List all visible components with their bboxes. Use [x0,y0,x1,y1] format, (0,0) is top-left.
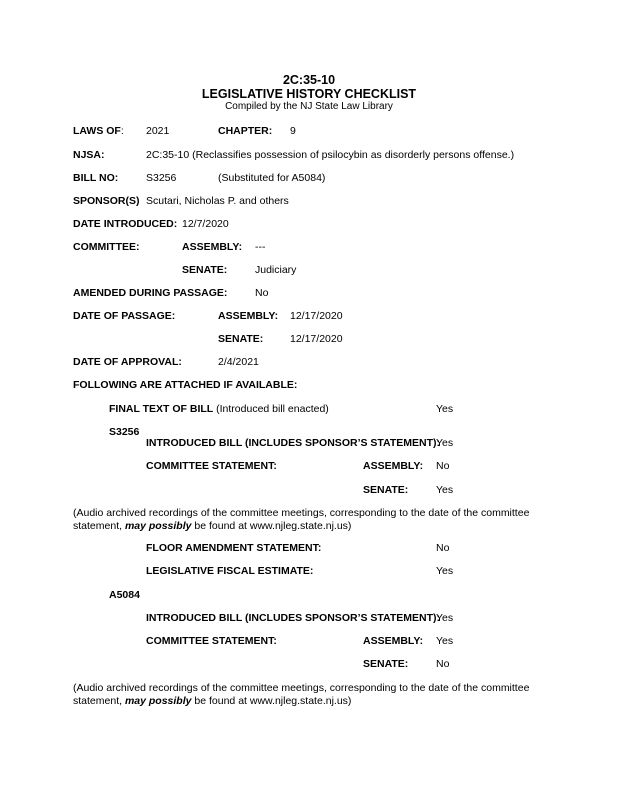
date-introduced-value: 12/7/2020 [182,218,229,230]
s3256-heading: S3256 [109,426,140,438]
s3256-audio-note: (Audio archived recordings of the committee meetings, corresponding to the date of the committee statement, may possibly be found at www.njleg.state.nj.us) [73,507,530,532]
s3256-fiscal-value: Yes [436,565,454,577]
approval-value: 2/4/2021 [218,356,259,368]
sponsors-value: Scutari, Nicholas P. and others [146,195,289,207]
a5084-introduced-value: Yes [436,612,454,624]
committee-assembly-value: --- [255,241,266,253]
final-text-value: Yes [436,403,454,415]
passage-assembly-value: 12/17/2020 [290,310,343,322]
a5084-assembly-value: Yes [436,635,454,647]
compiled-by: Compiled by the NJ State Law Library [225,101,393,112]
njsa-value: 2C:35-10 (Reclassifies possession of psilocybin as disorderly persons offense.) [146,149,515,161]
s3256-committee-label: COMMITTEE STATEMENT: [146,460,277,472]
s3256-introduced-label: INTRODUCED BILL (INCLUDES SPONSOR’S STATEMENT): [146,437,440,449]
committee-assembly-label: ASSEMBLY: [182,241,243,253]
approval-label: DATE OF APPROVAL: [73,356,182,368]
passage-assembly-label: ASSEMBLY: [218,310,279,322]
bill-substitution-note: (Substituted for A5084) [218,172,326,184]
a5084-audio-note: (Audio archived recordings of the committee meetings, corresponding to the date of the committee statement, may possibly be found at www.njleg.state.nj.us) [73,682,530,707]
statute-title: 2C:35-10 [282,73,336,87]
a5084-assembly-label: ASSEMBLY: [363,635,424,647]
s3256-senate-value: Yes [436,484,454,496]
passage-senate-label: SENATE: [218,333,264,345]
date-introduced-label: DATE INTRODUCED: [73,218,178,230]
attached-heading: FOLLOWING ARE ATTACHED IF AVAILABLE: [73,379,298,391]
bill-no-label: BILL NO: [73,172,119,184]
a5084-senate-value: No [436,658,450,670]
committee-senate-label: SENATE: [182,264,228,276]
laws-of-label: LAWS OF: [73,125,124,137]
committee-label: COMMITTEE: [73,241,140,253]
s3256-fiscal-label: LEGISLATIVE FISCAL ESTIMATE: [146,565,314,577]
committee-senate-value: Judiciary [255,264,297,276]
final-text-row [109,403,329,416]
passage-senate-value: 12/17/2020 [290,333,343,345]
a5084-introduced-label: INTRODUCED BILL (INCLUDES SPONSOR’S STATEMENT): [146,612,440,624]
s3256-introduced-value: Yes [436,437,454,449]
laws-of-value: 2021 [146,125,170,137]
chapter-label: CHAPTER: [218,125,273,137]
s3256-floor-label: FLOOR AMENDMENT STATEMENT: [146,542,322,554]
a5084-heading: A5084 [109,589,140,601]
checklist-title: LEGISLATIVE HISTORY CHECKLIST [201,87,417,101]
a5084-senate-label: SENATE: [363,658,409,670]
a5084-committee-label: COMMITTEE STATEMENT: [146,635,277,647]
final-text-note: (Introduced bill enacted) [216,403,329,415]
s3256-assembly-value: No [436,460,450,472]
s3256-senate-label: SENATE: [363,484,409,496]
amended-value: No [255,287,269,299]
amended-label: AMENDED DURING PASSAGE: [73,287,228,299]
bill-no-value: S3256 [146,172,177,184]
s3256-floor-value: No [436,542,450,554]
passage-label: DATE OF PASSAGE: [73,310,176,322]
njsa-label: NJSA: [73,149,105,161]
s3256-assembly-label: ASSEMBLY: [363,460,424,472]
final-text-label: FINAL TEXT OF BILL [109,403,214,415]
sponsors-label: SPONSOR(S) [73,195,140,207]
chapter-value: 9 [290,125,296,137]
